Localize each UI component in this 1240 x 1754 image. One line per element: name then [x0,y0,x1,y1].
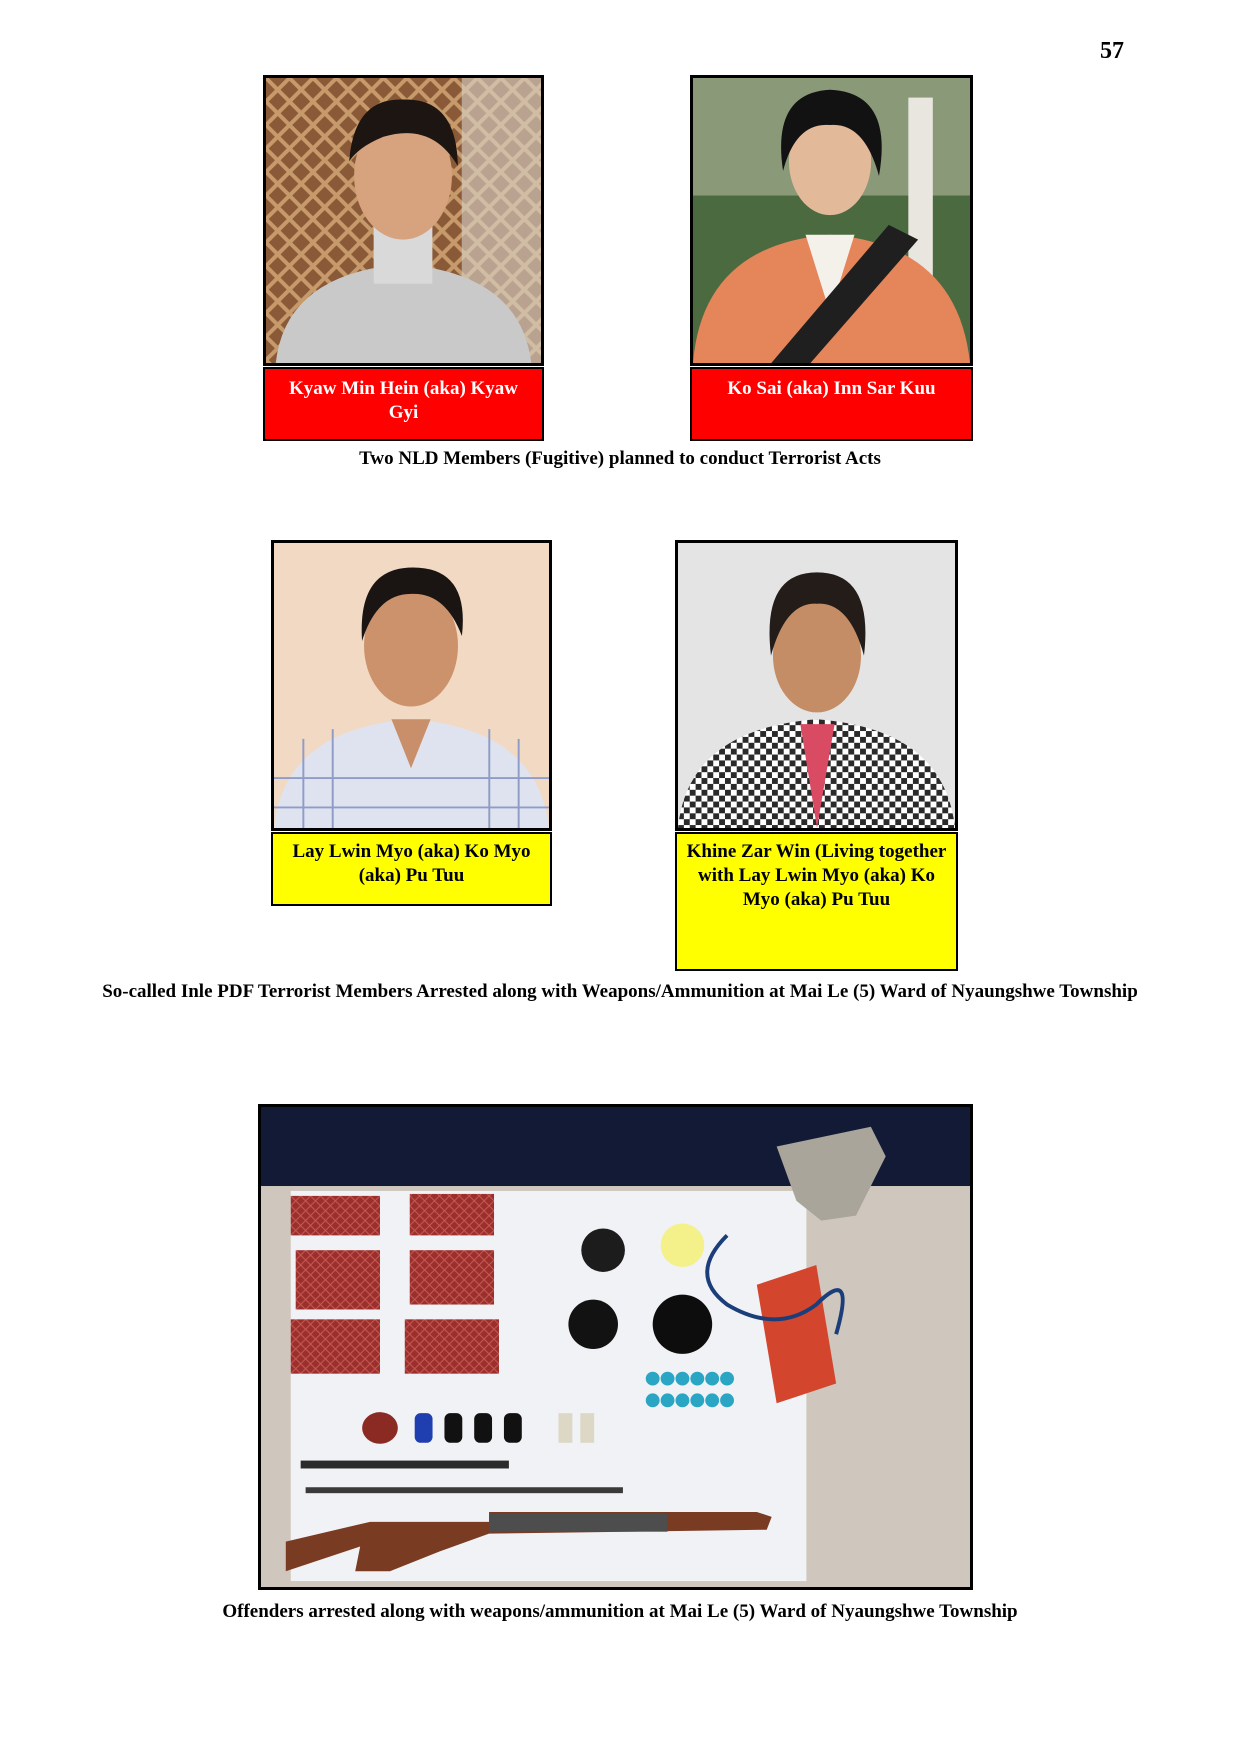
section1-caption: Two NLD Members (Fugitive) planned to conduct Terrorist Acts [359,448,881,469]
person-label-khine-zar-win: Khine Zar Win (Living together with Lay Lwin Myo (aka) Ko Myo (aka) Pu Tuu [675,832,958,971]
page-number: 57 [1100,38,1124,64]
person-label-lay-lwin-myo: Lay Lwin Myo (aka) Ko Myo (aka) Pu Tuu [271,832,552,906]
photo-khine-zar-win [675,540,958,831]
person-label-ko-sai: Ko Sai (aka) Inn Sar Kuu [690,367,973,441]
photo-kyaw-min-hein [263,75,544,366]
photo-lay-lwin-myo [271,540,552,831]
photo-seized-weapons [258,1104,973,1590]
section3-caption: Offenders arrested along with weapons/ammunition at Mai Le (5) Ward of Nyaungshwe Township [222,1601,1018,1622]
person-label-kyaw-min-hein: Kyaw Min Hein (aka) Kyaw Gyi [263,367,544,441]
section2-caption: So-called Inle PDF Terrorist Members Arrested along with Weapons/Ammunition at Mai Le (5) Ward of Nyaungshwe Township [102,981,1138,1002]
photo-ko-sai [690,75,973,366]
